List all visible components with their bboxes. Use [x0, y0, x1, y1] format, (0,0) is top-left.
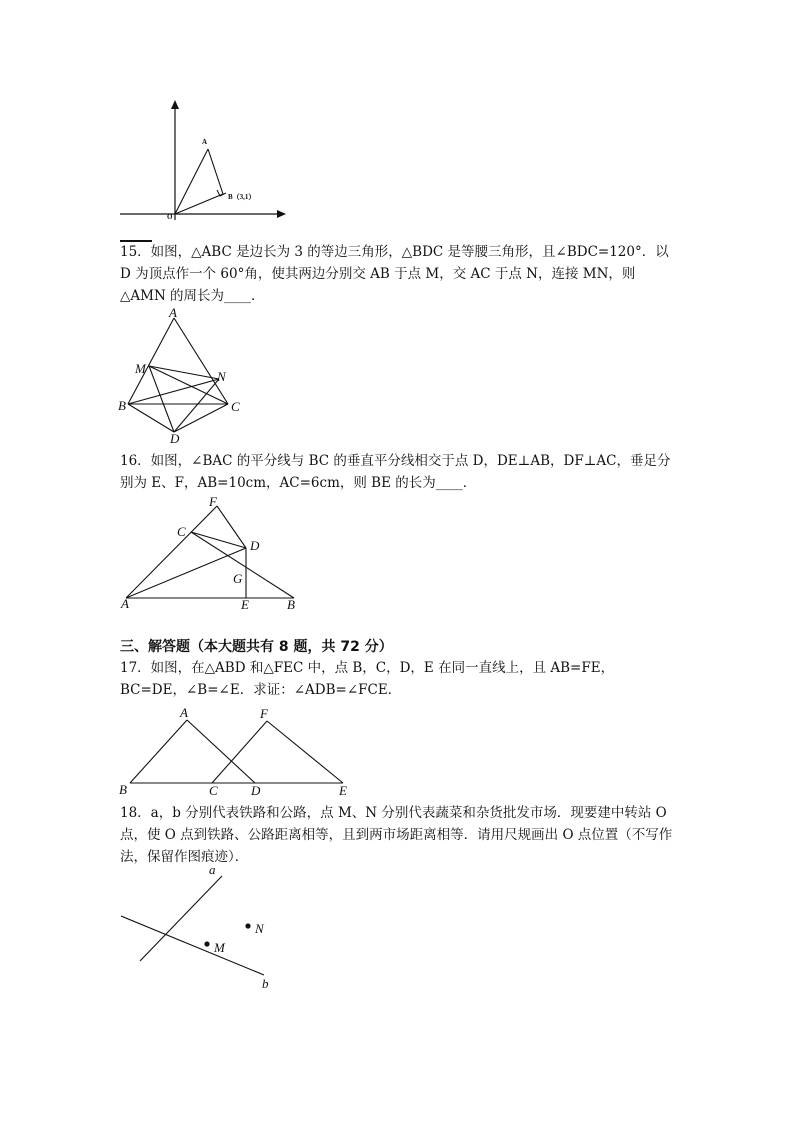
point-N [245, 923, 250, 928]
x-axis-arrow [277, 210, 286, 218]
label-A: A [169, 305, 177, 320]
label-A: A [202, 138, 208, 146]
question-16: 16．如图，∠BAC 的平分线与 BC 的垂直平分线相交于点 D，DE⊥AB，DF⊥AC，垂足分别为 E、F，AB=10cm，AC=6cm，则 BE 的长为____． [120, 453, 671, 491]
label-D: D [250, 538, 260, 553]
label-F: F [209, 494, 217, 509]
label-M: M [214, 940, 225, 955]
label-G: G [233, 571, 243, 586]
segment-AB [208, 149, 223, 194]
label-D: D [170, 431, 180, 446]
label-B: B [287, 597, 295, 612]
section-title: 三、解答题（本大题共有 8 题，共 72 分） [120, 639, 393, 655]
label-M: M [135, 361, 146, 376]
label-C: C [209, 783, 218, 798]
label-E: E [241, 597, 249, 612]
line-b [121, 916, 264, 975]
line-a [140, 876, 222, 961]
label-E: E [339, 783, 347, 798]
question-15: 15．如图，△ABC 是边长为 3 的等边三角形，△BDC 是等腰三角形，且∠BDC=120°．以 D 为顶点作一个 60°角，使其两边分别交 AB 于点 M，交 AC 于点 N，连接 MN，则△AMN 的周长为____． [120, 244, 669, 304]
segment-OB [175, 194, 223, 214]
question-17: 17．如图，在△ABD 和△FEC 中，点 B，C，D，E 在同一直线上，且 AB=FE，BC=DE，∠B=∠E．求证：∠ADB=∠FCE． [120, 660, 615, 698]
label-N: N [255, 921, 264, 936]
label-D: D [251, 783, 261, 798]
label-B: B [119, 782, 127, 797]
figure-q17 [116, 704, 356, 798]
figure-q15 [118, 306, 248, 448]
label-a: a [209, 862, 216, 877]
label-C: C [177, 524, 186, 539]
label-N: N [217, 369, 226, 384]
point-M [204, 941, 209, 946]
y-axis-arrow [171, 100, 179, 109]
segment-OA [175, 149, 208, 214]
label-A: A [121, 596, 129, 611]
label-O: O [167, 213, 173, 221]
figure-q18 [116, 862, 286, 992]
question-18: 18．a，b 分别代表铁路和公路，点 M、N 分别代表蔬菜和杂货批发市场．现要建中转站 O 点，使 O 点到铁路、公路距离相等，且到两市场距离相等．请用尺规画出 O 点位置（不写作法，保留作图痕迹）． [120, 805, 673, 865]
label-C: C [231, 399, 240, 414]
label-F: F [260, 706, 268, 721]
label-A: A [180, 705, 188, 720]
figure-coordinate-triangle [118, 98, 290, 222]
figure-q16 [116, 494, 306, 614]
label-B: B [118, 398, 126, 413]
label-B: B（3,1） [228, 193, 256, 201]
label-b: b [262, 976, 269, 991]
